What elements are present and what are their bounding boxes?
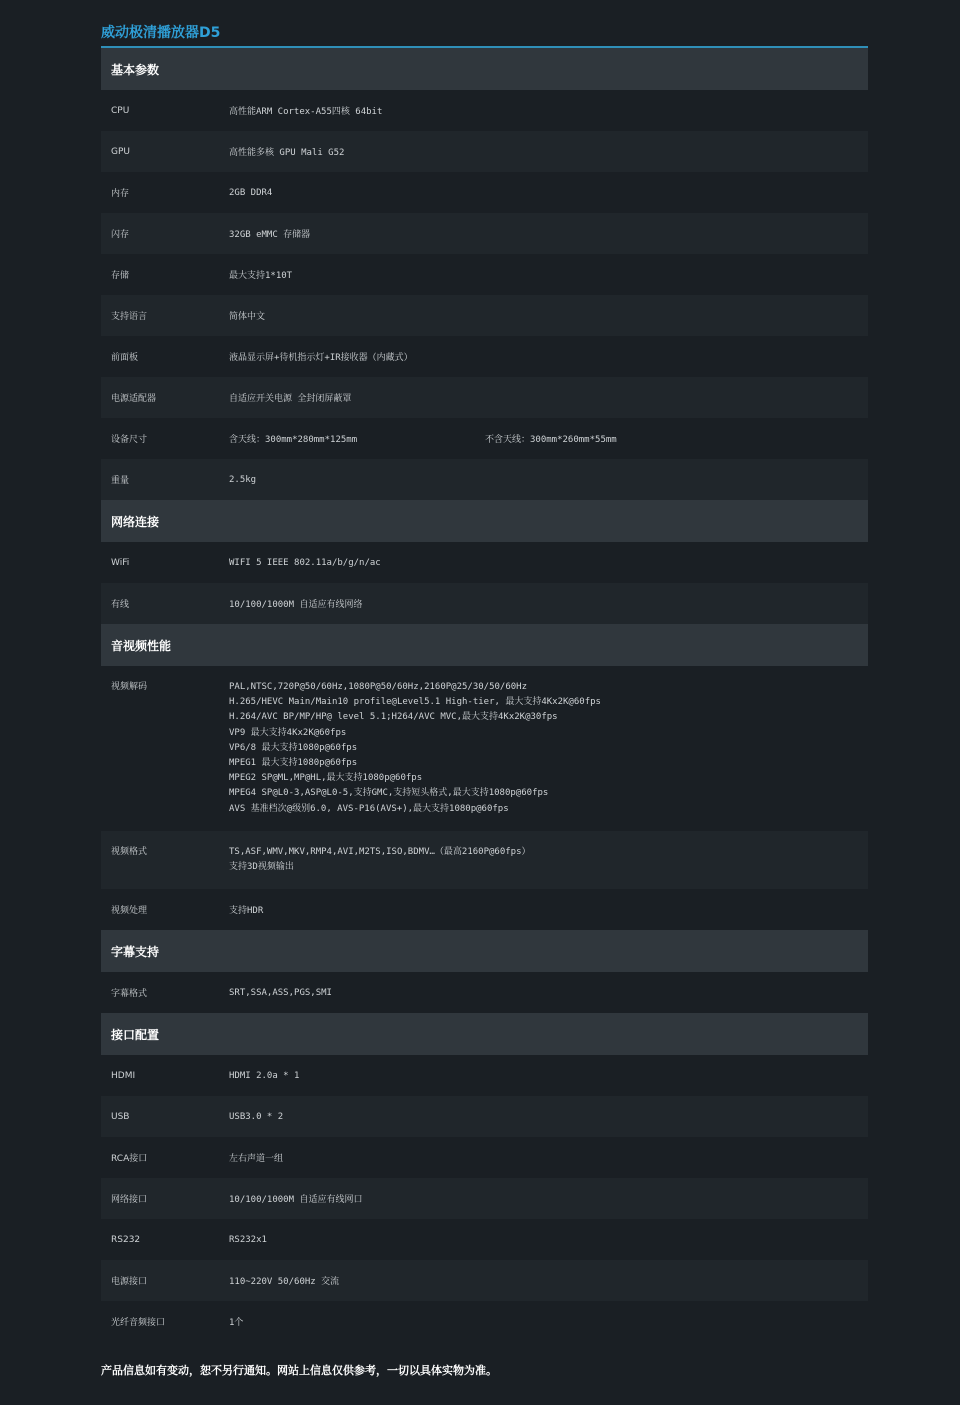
row-label: 视频解码 (111, 682, 148, 692)
row-label: WiFi (111, 557, 130, 568)
spec-table (101, 48, 868, 1342)
section-header-subtitle: 字幕支持 (101, 930, 868, 972)
row-label: 光纤音频接口 (111, 1318, 166, 1329)
section-header-av: 音视频性能 (101, 624, 868, 666)
row-label: USB (111, 1111, 130, 1122)
decode-line: PAL,NTSC,720P@50/60Hz,1080P@50/60Hz,2160P@25/30/50/60Hz (229, 682, 528, 692)
row-value: RS232x1 (229, 1234, 267, 1245)
row-value: 最大支持1*10T (229, 271, 293, 281)
spec-row (101, 972, 868, 1013)
spec-row (101, 1055, 868, 1096)
row-value: 支持HDR (229, 906, 264, 917)
decode-line: VP9 最大支持4Kx2K@60fps (229, 727, 347, 738)
row-value: HDMI 2.0a * 1 (229, 1070, 300, 1081)
row-value: 10/100/1000M 自适应有线网口 (229, 1195, 363, 1206)
row-value: 1个 (229, 1318, 244, 1329)
row-label: 前面板 (111, 353, 139, 363)
spec-row (101, 172, 868, 213)
spec-row (101, 418, 868, 459)
row-value: 高性能ARM Cortex-A55四核 64bit (229, 107, 383, 117)
row-label: CPU (111, 105, 130, 116)
row-value: WIFI 5 IEEE 802.11a/b/g/n/ac (229, 557, 381, 568)
row-label: 有线 (111, 600, 130, 610)
row-label: 存储 (111, 271, 130, 281)
spec-row (101, 377, 868, 418)
row-label: 设备尺寸 (111, 435, 148, 445)
row-label: 支持语言 (111, 312, 148, 322)
row-value: 高性能多核 GPU Mali G52 (229, 148, 345, 158)
row-value: 2GB DDR4 (229, 187, 273, 198)
decode-line: MPEG2 SP@ML,MP@HL,最大支持1080p@60fps (229, 773, 423, 784)
decode-line: H.265/HEVC Main/Main10 profile@Level5.1 High-tier, 最大支持4Kx2K@60fps (229, 697, 601, 708)
spec-row (101, 213, 868, 254)
row-value: 自适应开关电源 全封闭屏蔽罩 (229, 394, 352, 404)
spec-row (101, 1301, 868, 1342)
dimension-with-antenna: 含天线：300mm*280mm*125mm (229, 435, 358, 445)
row-value (229, 432, 868, 445)
row-label: RS232 (111, 1234, 141, 1245)
row-label: 电源适配器 (111, 394, 157, 404)
decode-line: MPEG1 最大支持1080p@60fps (229, 758, 358, 769)
format-line: 支持3D视频输出 (229, 862, 294, 873)
spec-row (101, 583, 868, 624)
row-label: 视频格式 (111, 846, 148, 857)
row-label: 字幕格式 (111, 989, 148, 1000)
spec-row (101, 666, 868, 831)
decode-line: VP6/8 最大支持1080p@60fps (229, 742, 358, 753)
row-label: 内存 (111, 189, 130, 199)
dimension-without-antenna: 不含天线：300mm*260mm*55mm (485, 435, 617, 445)
spec-row (101, 1137, 868, 1178)
decode-line: H.264/AVC BP/MP/HP@ level 5.1;H264/AVC MVC,最大支持4Kx2K@30fps (229, 712, 558, 723)
spec-row (101, 1219, 868, 1260)
section-header-basic: 基本参数 (101, 48, 868, 90)
row-label: HDMI (111, 1070, 136, 1081)
spec-row (101, 831, 868, 889)
row-label: 电源接口 (111, 1277, 148, 1288)
spec-row (101, 254, 868, 295)
row-value: 110~220V 50/60Hz 交流 (229, 1277, 340, 1288)
spec-row (101, 1096, 868, 1137)
row-label: 重量 (111, 476, 130, 486)
spec-row (101, 542, 868, 583)
row-value (229, 845, 868, 875)
row-value: 左右声道一组 (229, 1154, 284, 1165)
row-label: 视频处理 (111, 906, 148, 917)
format-line: TS,ASF,WMV,MKV,RMP4,AVI,M2TS,ISO,BDMV…（最高2160P@60fps） (229, 846, 531, 857)
disclaimer-text: 产品信息如有变动，恕不另行通知。网站上信息仅供参考，一切以具体实物为准。 (101, 1364, 497, 1377)
spec-row (101, 336, 868, 377)
row-label: GPU (111, 146, 130, 157)
section-header-ports: 接口配置 (101, 1013, 868, 1055)
row-label: 闪存 (111, 230, 130, 240)
decode-line: AVS 基准档次@级别6.0, AVS-P16(AVS+),最大支持1080p@60fps (229, 803, 509, 814)
spec-row (101, 1260, 868, 1301)
section-header-network: 网络连接 (101, 500, 868, 542)
spec-row (101, 1178, 868, 1219)
spec-row (101, 131, 868, 172)
page-title: 威动极清播放器D5 (101, 25, 221, 41)
spec-row (101, 459, 868, 500)
decode-line: MPEG4 SP@L0-3,ASP@L0-5,支持GMC,支持短头格式,最大支持1080p@60fps (229, 788, 549, 799)
row-label: RCA接口 (111, 1154, 148, 1165)
row-value: 简体中文 (229, 312, 266, 322)
row-value: SRT,SSA,ASS,PGS,SMI (229, 987, 332, 998)
spec-row (101, 295, 868, 336)
spec-row (101, 90, 868, 131)
row-value (229, 680, 868, 817)
row-value: 2.5kg (229, 474, 257, 485)
spec-row (101, 889, 868, 930)
row-value: USB3.0 * 2 (229, 1111, 284, 1122)
row-label: 网络接口 (111, 1195, 148, 1206)
row-value: 10/100/1000M 自适应有线网络 (229, 600, 363, 610)
row-value: 32GB eMMC 存储器 (229, 230, 311, 240)
row-value: 液晶显示屏+待机指示灯+IR接收器（内藏式） (229, 353, 413, 363)
